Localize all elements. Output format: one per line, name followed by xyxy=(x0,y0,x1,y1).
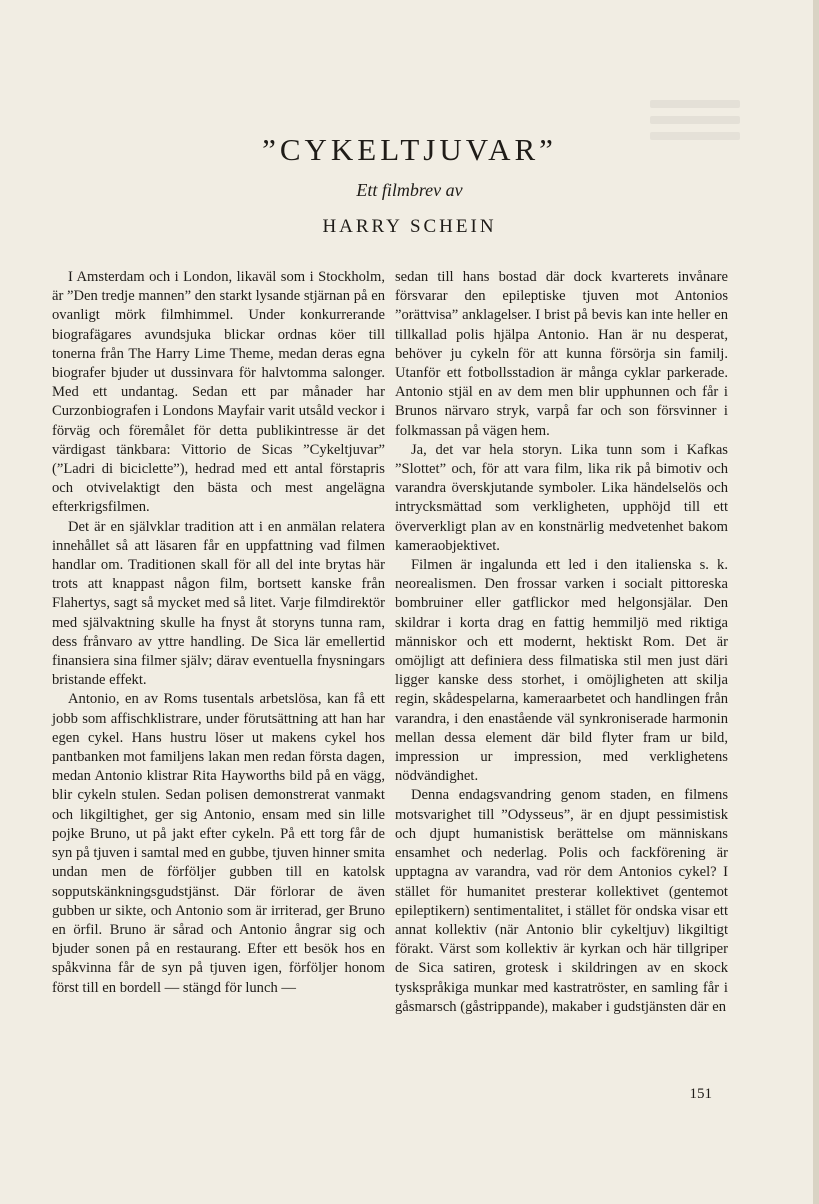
article-author: HARRY SCHEIN xyxy=(322,216,497,237)
left-column xyxy=(52,268,385,998)
article-header xyxy=(0,128,819,240)
paragraph: Denna endagsvandring genom staden, en filmens motsvarighet till ”Odysseus”, är en djupt pessimistisk och djupt humanistisk berättelse om människans ensamhet och nederlag. Polis och fackförening är upptagna av varandra, vad rör dem Antonios cykel? I stället för humanitet presterar kollektivet (gentemot epileptikern) sentimentalitet, i stället för ondska visar ett annat kollektiv (när Antonio blir cykeltjuv) likgiltigt förakt. Värst som kollektiv är kyrkan och här tillgriper de Sica satiren, grotesk i skildringen av en skock tyskspråkiga munkar med kastratröster, en samling får i gåsmarsch (gåstrippande), makaber i gudstjänsten där en xyxy=(395,787,728,1015)
article-title: ”CYKELTJUVAR” xyxy=(262,132,557,167)
paragraph: Antonio, en av Roms tusentals arbetslösa, kan få ett jobb som affischklistrare, under förutsättning att han har egen cykel. Hans hustru löser ut makens cykel hos pantbanken mot familjens lakan men redan första dagen, medan Antonio klistrar Rita Hayworths bild på en vägg, blir cykeln stulen. Sedan polisen demonstrerat vanmakt och likgiltighet, ger sig Antonio, ensam med sin lille pojke Bruno, ut på jakt efter cykeln. På ett torg får de syn på tjuven i samtal med en gubbe, tjuven hinner smita undan men de förföljer gubben till en katolsk sopputskänkningsgudstjänst. Där förlorar de även gubben ur sikte, och Antonio som är irriterad, ger Bruno en örfil. Bruno är sårad och Antonio ångrar sig och bjuder sonen på en restaurang. Efter ett besök hos en spåkvinna får de syn på tjuven igen, förföljer honom först till en bordell — stängd för lunch — xyxy=(52,691,385,996)
paragraph: Ja, det var hela storyn. Lika tunn som i Kafkas ”Slottet” och, för att vara film, lika rik på bimotiv och varandra överskjutande symboler. Lika händelselös och intrycksmättad som verkligheten, upphöjd till ett öververkligt plan av en konstnärlig medvetenhet bakom kameraobjektivet. xyxy=(395,441,728,554)
paragraph: I Amsterdam och i London, likaväl som i Stockholm, är ”Den tredje mannen” den starkt lysande stjärnan på en ovanligt mörk filmhimmel. Under konkurrerande biografägares avundsjuka blickar ordnas köer till tonerna från The Harry Lime Theme, medan deras egna biografer bjuder ut dussinvara för halvtomma salonger. Med ett undantag. Sedan ett par månader har Curzonbiografen i Londons Mayfair varit utsåld veckor i förväg och föremålet för detta publikintresse är det värdigast tänkbara: Vittorio de Sicas ”Cykeltjuvar” (”Ladri di biciclette”), hedrad med ett antal förstapris och otvivelaktigt den bästa och mest angelägna efterkrigsfilmen. xyxy=(52,269,385,516)
article-subtitle: Ett filmbrev av xyxy=(356,180,463,200)
paragraph: Det är en självklar tradition att i en anmälan relatera innehållet så att läsaren får en uppfattning vad filmen handlar om. Traditionen skall för all del inte brytas här trots att knappast någon film, bortsett kanske från Flahertys, sagt så mycket med så litet. Varje filmdirektör med självaktning skulle ha fnyst åt storyns tunna ram, dess frånvaro av yttre handling. De Sica lär emellertid finansiera sina filmer själv; därav eventuella fnysningars bristande effekt. xyxy=(52,518,385,689)
paragraph: Filmen är ingalunda ett led i den italienska s. k. neorealismen. Den frossar varken i socialt pittoreska bombruiner eller gatflickor med helgonsjälar. Den skildrar i korta drag en fattig hemmiljö med riktiga människor och ett modernt, hektiskt Rom. Det är omöjligt att definiera dess filmatiska stil men just däri ligger kanske dess storhet, i omöjligheten att skilja regin, skådespelarna, kameraarbetet och handlingen från varandra, i den enastående väl synkroniserade harmonin mellan dessa element där bild flyter fram ur bild, impression ur impression, med verklighetens nödvändighet. xyxy=(395,557,728,785)
right-column xyxy=(395,268,728,1017)
paragraph: sedan till hans bostad där dock kvarterets invånare försvarar den epileptiske tjuven mot Antonios ”orättvisa” anklagelser. I brist på bevis kan inte heller en tillkallad polis hjälpa Antonio. Han är nu desperat, behöver ju cykeln för att kunna försörja sin familj. Utanför ett fotbollsstadion är många cyklar parkerade. Antonio stjäl en av dem men blir upphunnen och får i Brunos närvaro stryk, varpå far och son försvinner i folkmassan på vägen hem. xyxy=(395,269,728,439)
page-number: 151 xyxy=(689,1086,712,1102)
